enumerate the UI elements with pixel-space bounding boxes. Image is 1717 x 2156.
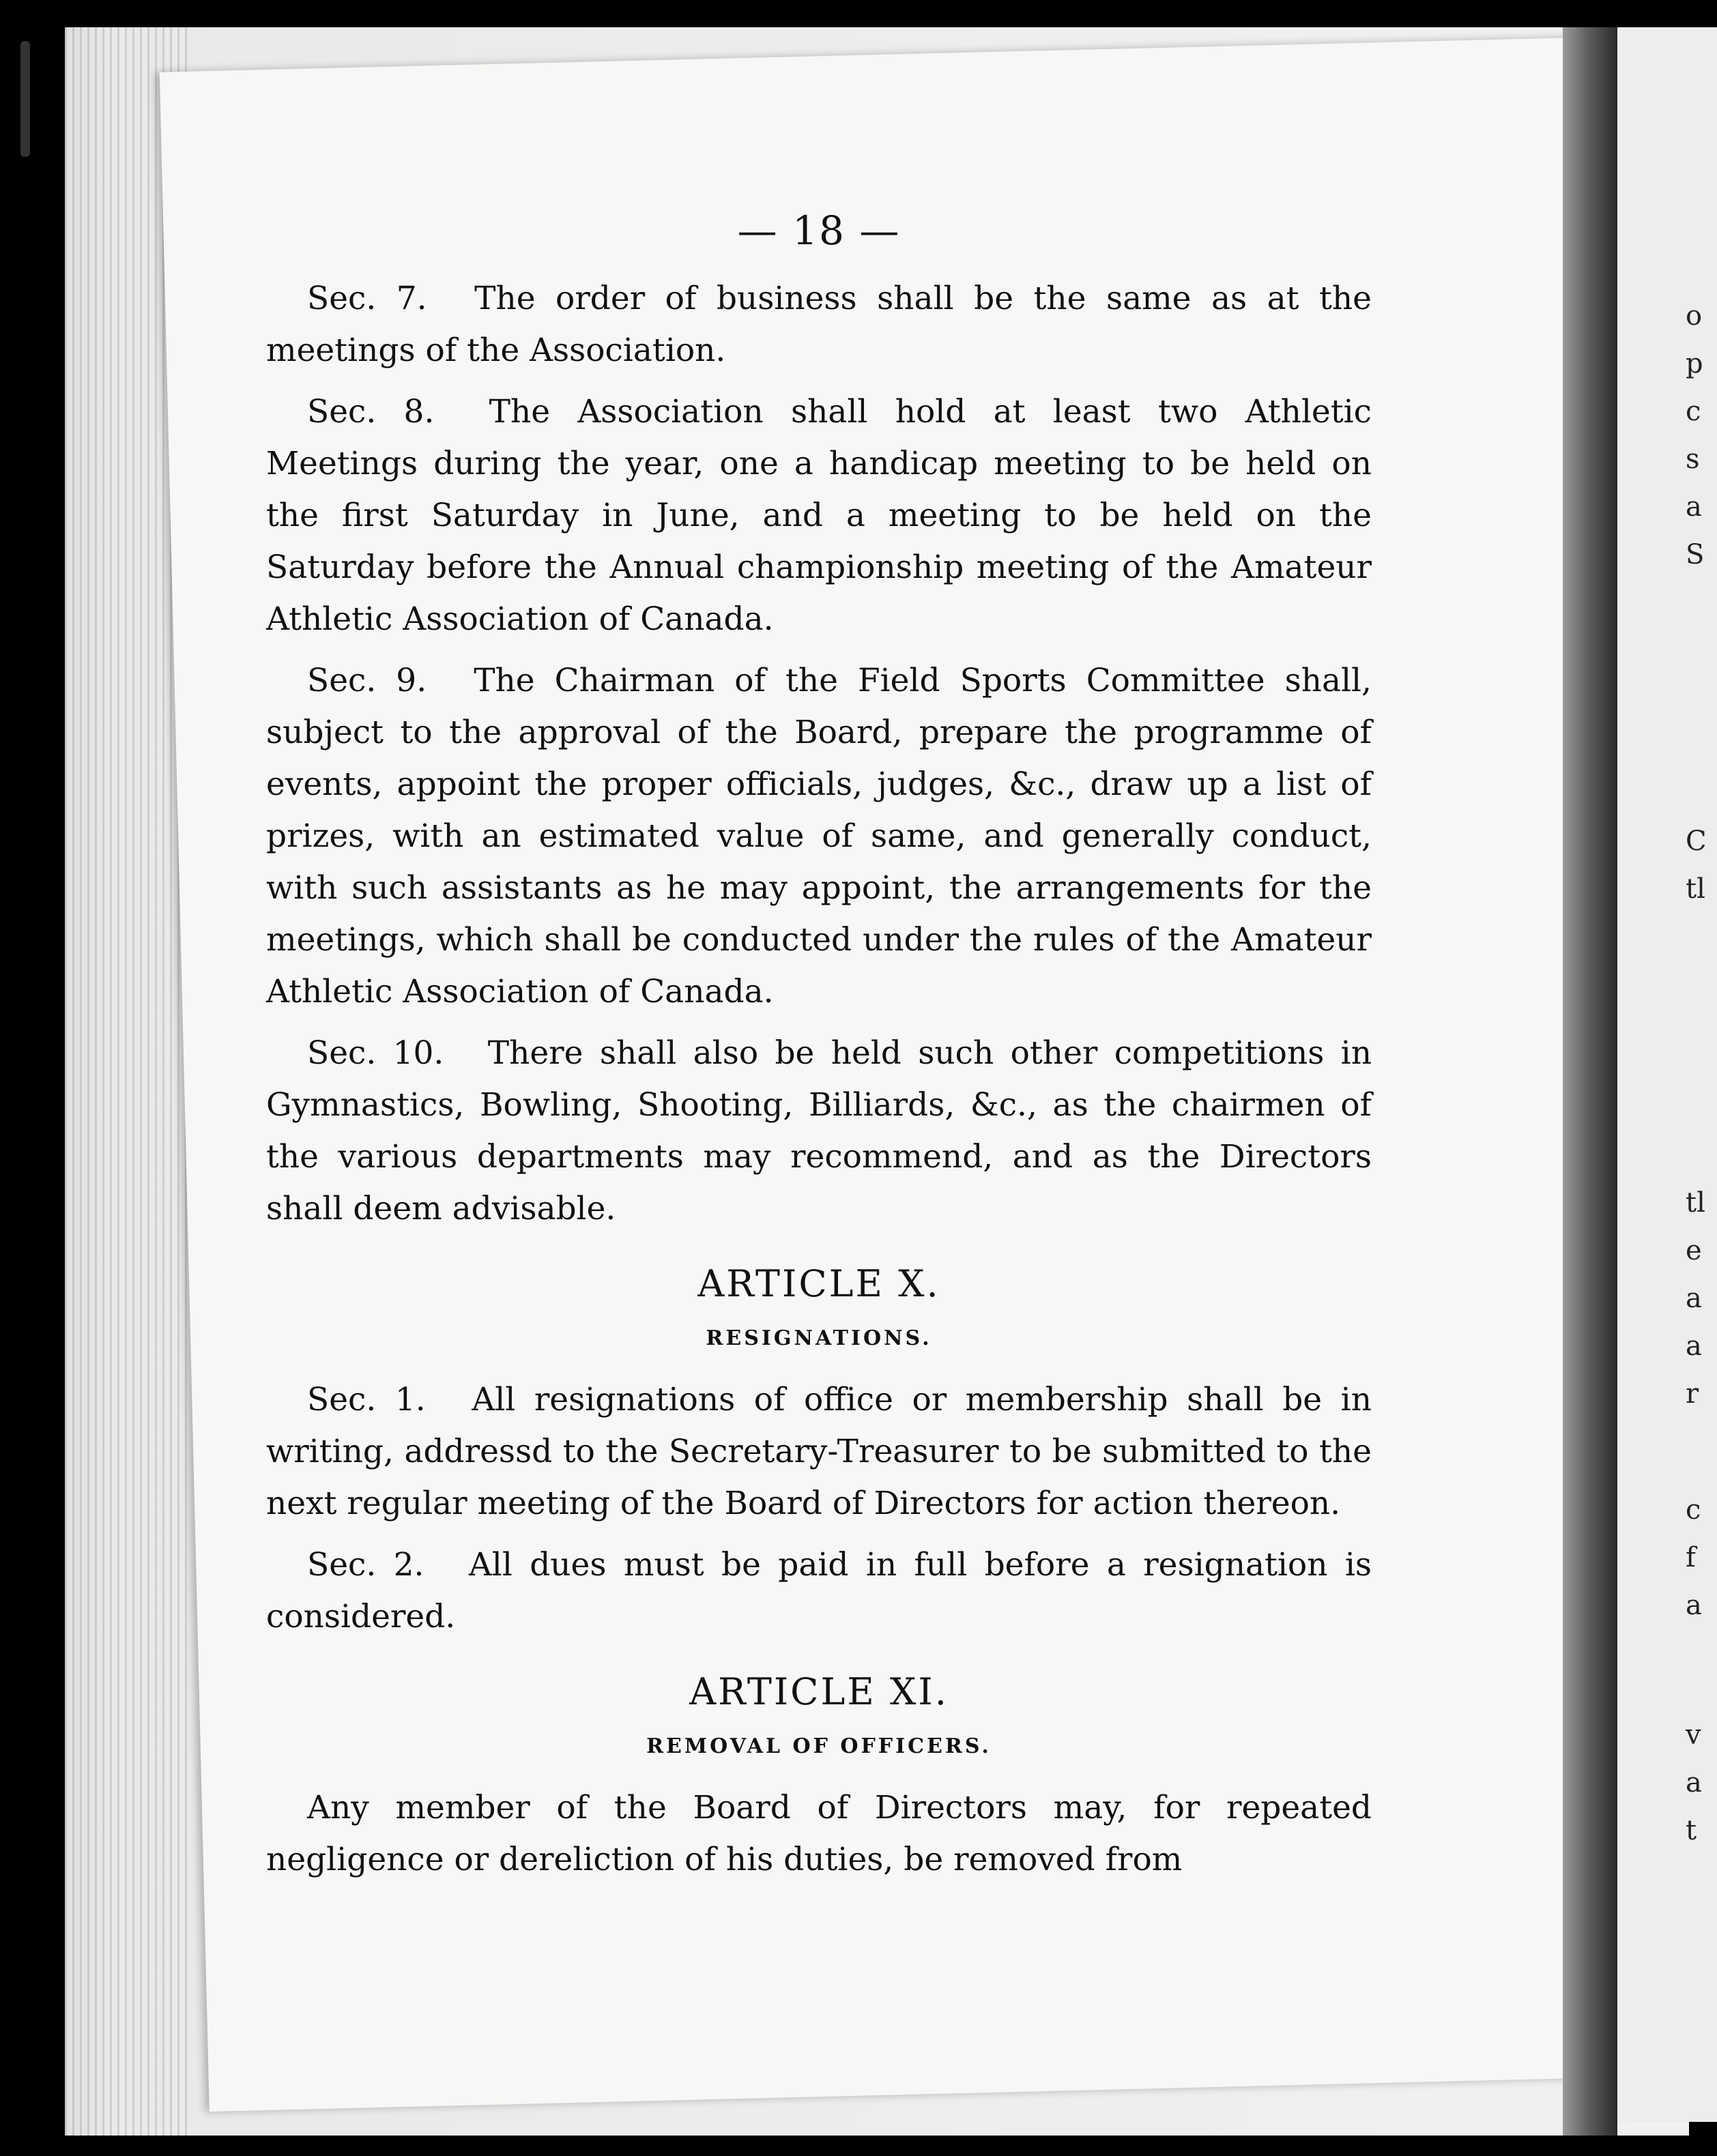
section-text: There shall also be held such other competitions in Gymnastics, Bowling, Shooting, Billiards, &c., as the chairmen of the various departments may recommend, and as the Directors shall deem advisable. xyxy=(266,1034,1372,1227)
article-x-title: ARTICLE X. xyxy=(697,1262,940,1305)
section-text: The order of business shall be the same as at the meetings of the Association. xyxy=(266,280,1372,369)
section-8 xyxy=(266,386,1372,645)
section-text: All resignations of office or membership shall be in writing, addressd to the Secretary-Treasurer to be submitted to the next regular meeting of the Board of Directors for action thereon. xyxy=(266,1381,1372,1522)
facing-fragment: tl xyxy=(1686,873,1705,905)
section-label: Sec. 8. xyxy=(307,393,435,431)
facing-fragment: c xyxy=(1686,1494,1701,1526)
article-x-section-1 xyxy=(266,1374,1372,1530)
facing-page xyxy=(1617,27,1717,2122)
facing-fragment: f xyxy=(1686,1542,1696,1573)
section-9 xyxy=(266,655,1372,1018)
facing-fragment: t xyxy=(1686,1815,1697,1846)
facing-fragment: tl xyxy=(1686,1187,1705,1219)
article-xi-subtitle: REMOVAL OF OFFICERS. xyxy=(646,1734,992,1758)
facing-fragment: a xyxy=(1686,491,1702,523)
facing-fragment: p xyxy=(1686,348,1703,379)
facing-fragment: v xyxy=(1686,1719,1701,1751)
section-text: The Chairman of the Field Sports Committee shall, subject to the approval of the Board, prepare the programme of events, appoint the proper officials, judges, &c., draw up a list of prizes, with an estimated value of same, and generally conduct, with such assistants as he may appoint, the arrangements for the meetings, which shall be conducted under the rules of the Amateur Athletic Association of Canada. xyxy=(266,662,1372,1010)
scan-border-bottom xyxy=(0,2136,1717,2156)
section-text: The Association shall hold at least two Athletic Meetings during the year, one a handicap meeting to be held on the first Saturday in June, and a meeting to be held on the Saturday before the Annual championship meeting of the Amateur Athletic Association of Canada. xyxy=(266,393,1372,638)
facing-fragment: C xyxy=(1686,826,1707,857)
section-text: All dues must be paid in full before a resignation is considered. xyxy=(266,1546,1372,1635)
facing-fragment: c xyxy=(1686,396,1701,427)
facing-fragment: S xyxy=(1686,539,1705,570)
facing-fragment: a xyxy=(1686,1330,1702,1362)
page-number: — 18 — xyxy=(737,207,901,254)
facing-fragment: e xyxy=(1686,1235,1702,1266)
book-gutter-shadow xyxy=(1563,27,1617,2136)
facing-fragment: a xyxy=(1686,1767,1702,1798)
section-10 xyxy=(266,1028,1372,1235)
article-x-subtitle: RESIGNATIONS. xyxy=(706,1326,932,1350)
section-label: Sec. 1. xyxy=(307,1381,426,1418)
scan-border-top xyxy=(0,0,1717,27)
margin-mark xyxy=(20,41,30,157)
section-label: Sec. 2. xyxy=(307,1546,424,1584)
facing-fragment: a xyxy=(1686,1590,1702,1621)
section-7 xyxy=(266,273,1372,377)
article-xi-title: ARTICLE XI. xyxy=(689,1670,949,1713)
facing-fragment: s xyxy=(1686,443,1700,475)
facing-fragment: o xyxy=(1686,300,1703,332)
article-xi-paragraph: Any member of the Board of Directors may, for repeated negligence or dereliction of his duties, be removed from xyxy=(266,1789,1372,1878)
page-content xyxy=(266,205,1372,1895)
article-x-section-2 xyxy=(266,1539,1372,1643)
facing-fragment: r xyxy=(1686,1378,1699,1410)
section-label: Sec. 10. xyxy=(307,1034,444,1072)
section-label: Sec. 7. xyxy=(307,280,427,317)
section-label: Sec. 9. xyxy=(307,662,427,699)
facing-fragment: a xyxy=(1686,1283,1702,1314)
